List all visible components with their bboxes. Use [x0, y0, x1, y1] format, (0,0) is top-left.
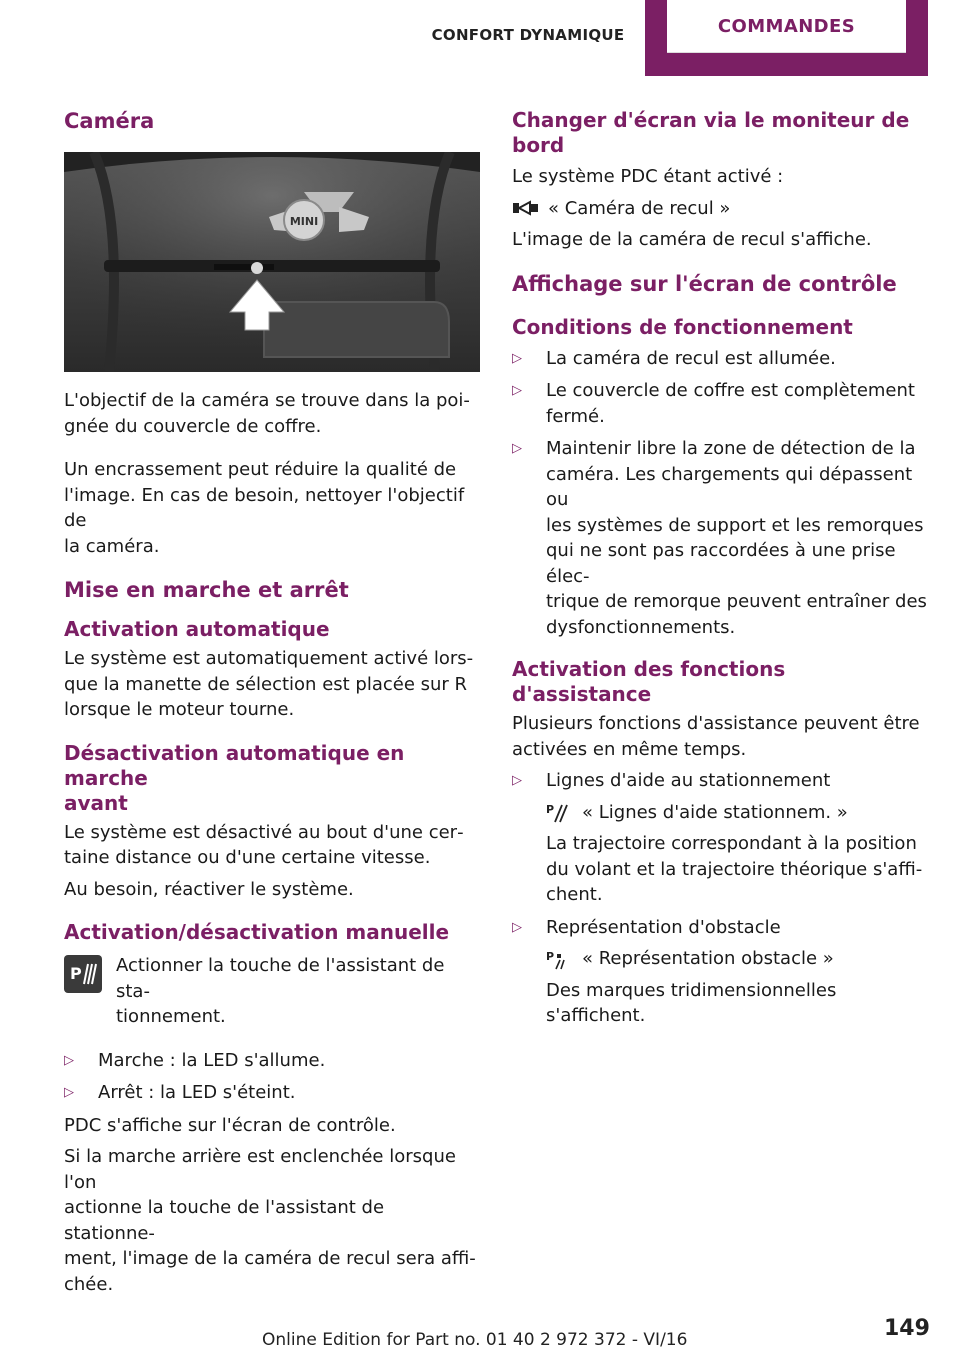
- camera-photo: [64, 152, 480, 372]
- bullet-icon: ▷: [64, 1085, 74, 1100]
- auto-deactivation-text-1: Le système est désactivé au bout d'une cer‐ taine distance ou d'une certaine vitesse.: [64, 821, 464, 868]
- obstacle-menu-line: P « Représentation obstacle »: [546, 948, 834, 969]
- list-item: ▷ Lignes d'aide au stationnement P « Lignes d'aide stationnem. » La trajectoire correspondant à la position du volant et la trajectoire théorique s'affi‐ chent.: [512, 768, 930, 908]
- parking-lines-description: La trajectoire correspondant à la position du volant et la trajectoire théorique s'affi‐ chent.: [546, 833, 923, 905]
- right-column: [512, 108, 930, 1036]
- list-item: ▷ Représentation d'obstacle P « Représentation obstacle » Des marques tridimensionnelles s'affichent.: [512, 915, 930, 1029]
- svg-text:P: P: [70, 964, 82, 983]
- change-screen-text: Le système PDC étant activé :: [512, 166, 784, 187]
- list-item: ▷ Marche : la LED s'allume.: [64, 1048, 480, 1074]
- svg-text:P: P: [546, 803, 555, 817]
- assist-functions-heading: Activation des fonctions d'assistance: [512, 657, 786, 706]
- rear-camera-image-text: L'image de la caméra de recul s'affiche.: [512, 229, 872, 250]
- rear-camera-menu-line: « Caméra de recul »: [512, 196, 930, 222]
- assist-functions-list: [512, 768, 930, 1029]
- manual-button-text: Actionner la touche de l'assistant de sta‐ tionnement.: [116, 955, 445, 1027]
- footer-edition: Online Edition for Part no. 01 40 2 972 372 - VI/16: [262, 1330, 688, 1350]
- camera-paragraph-2: Un encrassement peut réduire la qualité de l'image. En cas de besoin, nettoyer l'objectif de la caméra.: [64, 459, 465, 557]
- conditions-heading: Conditions de fonctionnement: [512, 314, 853, 339]
- mini-logo: MINI: [289, 215, 319, 228]
- manual-led-list: [64, 1048, 480, 1106]
- auto-activation-heading: Activation automatique: [64, 617, 330, 641]
- list-item: ▷ Arrêt : la LED s'éteint.: [64, 1080, 480, 1106]
- bullet-icon: ▷: [64, 1052, 74, 1068]
- auto-activation-text: Le système est automatiquement activé lors‐ que la manette de sélection est placée sur R lorsque le moteur tourne.: [64, 648, 474, 720]
- auto-deactivation-heading: Désactivation automatique en marche avant: [64, 740, 405, 815]
- running-header-section: CONFORT DYNAMIQUE: [431, 26, 625, 44]
- obstacle-description: Des marques tridimensionnelles s'affichent.: [546, 979, 837, 1026]
- assist-functions-text: Plusieurs fonctions d'assistance peuvent être activées en même temps.: [512, 713, 920, 760]
- auto-deactivation-text-2: Au besoin, réactiver le système.: [64, 878, 354, 900]
- pdc-display-text: PDC s'affiche sur l'écran de contrôle.: [64, 1114, 396, 1136]
- list-item: ▷ Maintenir libre la zone de détection de la caméra. Les chargements qui dépassent ou les systèmes de support et les remorques qui ne sont pas raccordées à une prise élec‐ trique de remorque peuvent entraîner des dysfonctionnements.: [512, 438, 927, 638]
- chapter-tab: [645, 0, 928, 76]
- chapter-tab-label: COMMANDES: [667, 0, 906, 53]
- parking-assist-button-row: [64, 953, 480, 1030]
- reverse-gear-text: Si la marche arrière est enclenchée lorsque l'on actionne la touche de l'assistant de stationne‐ ment, l'image de la caméra de recul sera affi‐ chée.: [64, 1146, 476, 1295]
- on-off-heading: Mise en marche et arrêt: [64, 578, 349, 602]
- parking-lines-icon: [546, 801, 574, 823]
- bullet-icon: ▷: [512, 919, 522, 935]
- left-column: [64, 108, 480, 1297]
- bullet-icon: ▷: [512, 441, 522, 456]
- parking-assist-button-icon: [64, 955, 102, 993]
- parking-lines-menu-line: P « Lignes d'aide stationnem. »: [546, 801, 848, 823]
- camera-paragraph-1: L'objectif de la caméra se trouve dans la poi‐ gnée du couvercle de coffre.: [64, 390, 470, 437]
- bullet-icon: ▷: [512, 350, 522, 366]
- svg-text:P: P: [546, 949, 555, 963]
- obstacle-icon: [546, 948, 574, 970]
- conditions-list: [512, 346, 930, 641]
- change-screen-heading: Changer d'écran via le moniteur de bord: [512, 108, 910, 157]
- camera-heading: Caméra: [64, 109, 155, 133]
- control-display-heading: Affichage sur l'écran de contrôle: [512, 271, 897, 296]
- bullet-icon: ▷: [512, 383, 522, 398]
- page-number: 149: [884, 1316, 930, 1341]
- list-item: ▷ La caméra de recul est allumée.: [512, 346, 930, 372]
- rear-camera-icon: [512, 197, 540, 219]
- list-item: ▷ Le couvercle de coffre est complètement fermé.: [512, 380, 915, 427]
- bullet-icon: ▷: [512, 773, 522, 788]
- manual-heading: Activation/désactivation manuelle: [64, 920, 450, 944]
